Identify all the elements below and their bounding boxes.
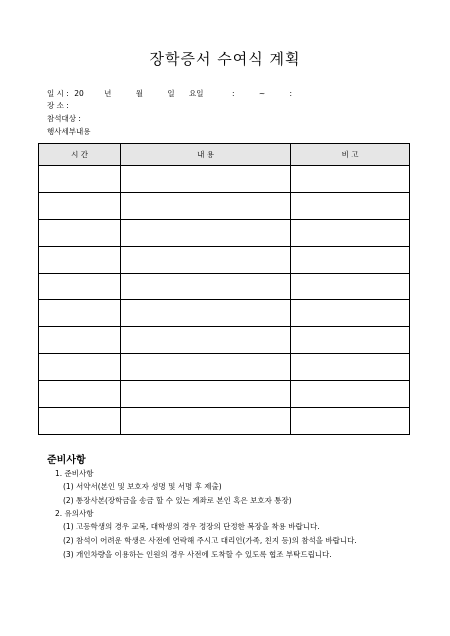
cell-content xyxy=(121,381,291,408)
date-row xyxy=(47,89,292,99)
document-title: 장학증서 수여식 계획 xyxy=(149,50,301,68)
section1-title: 1. 준비사항 xyxy=(55,469,94,478)
section2-item-3: (3) 개인차량을 이용하는 인원의 경우 사전에 도착할 수 있도록 협조 부탁드립니다. xyxy=(63,550,332,559)
table-row xyxy=(39,273,410,300)
date-month: 월 xyxy=(135,89,144,98)
details-label: 행사세부내용 xyxy=(47,127,91,136)
table-row xyxy=(39,192,410,219)
cell-content xyxy=(121,273,291,300)
cell-content xyxy=(121,246,291,273)
cell-time xyxy=(39,166,121,193)
cell-time xyxy=(39,192,121,219)
attendees-label: 참석대상 : xyxy=(47,114,81,123)
cell-time xyxy=(39,300,121,327)
cell-remarks xyxy=(291,192,410,219)
cell-content xyxy=(121,327,291,354)
time-separator-1: : xyxy=(231,89,235,98)
cell-remarks xyxy=(291,300,410,327)
date-weekday: 요일 xyxy=(189,89,204,98)
place-label: 장 소 : xyxy=(47,101,69,110)
date-year: 20 xyxy=(74,89,84,98)
cell-remarks xyxy=(291,381,410,408)
table-header-row xyxy=(39,144,410,166)
table-row xyxy=(39,166,410,193)
cell-remarks xyxy=(291,246,410,273)
date-label: 일 시 : xyxy=(47,89,69,98)
cell-content xyxy=(121,192,291,219)
cell-remarks xyxy=(291,327,410,354)
cell-remarks xyxy=(291,354,410,381)
cell-time xyxy=(39,381,121,408)
cell-time xyxy=(39,408,121,435)
header-time: 시 간 xyxy=(39,144,121,166)
date-year-unit: 년 xyxy=(104,89,112,98)
header-content: 내 용 xyxy=(121,144,291,166)
cell-content xyxy=(121,166,291,193)
table-row xyxy=(39,408,410,435)
cell-remarks xyxy=(291,219,410,246)
cell-content xyxy=(121,408,291,435)
table-row xyxy=(39,300,410,327)
cell-remarks xyxy=(291,166,410,193)
date-day: 일 xyxy=(167,89,175,98)
table-row xyxy=(39,354,410,381)
cell-time xyxy=(39,354,121,381)
time-separator-2: : xyxy=(289,89,293,98)
section1-item-1: (1) 서약서(본인 및 보호자 성명 및 서명 후 제출) xyxy=(63,482,222,491)
header-remarks: 비 고 xyxy=(291,144,410,166)
table-row xyxy=(39,246,410,273)
cell-time xyxy=(39,246,121,273)
cell-content xyxy=(121,219,291,246)
section1-item-2: (2) 통장사본(장학금을 송금 할 수 있는 계좌로 본인 혹은 보호자 통장) xyxy=(63,496,292,505)
table-row xyxy=(39,381,410,408)
cell-remarks xyxy=(291,408,410,435)
table-body xyxy=(39,166,410,435)
cell-time xyxy=(39,327,121,354)
cell-content xyxy=(121,354,291,381)
cell-time xyxy=(39,219,121,246)
table-row xyxy=(39,327,410,354)
cell-content xyxy=(121,300,291,327)
time-tilde: ~ xyxy=(258,89,266,98)
cell-time xyxy=(39,273,121,300)
section2-item-2: (2) 참석이 어려운 학생은 사전에 연락해 주시고 대리인(가족, 친지 등)의 참석을 바랍니다. xyxy=(63,536,357,545)
cell-remarks xyxy=(291,273,410,300)
section2-title: 2. 유의사항 xyxy=(55,509,94,518)
section2-item-1: (1) 고등학생의 경우 교복, 대학생의 경우 정장의 단정한 복장을 착용 바랍니다. xyxy=(63,522,320,531)
prep-heading: 준비사항 xyxy=(47,455,86,466)
table-row xyxy=(39,219,410,246)
schedule-table xyxy=(38,143,410,435)
